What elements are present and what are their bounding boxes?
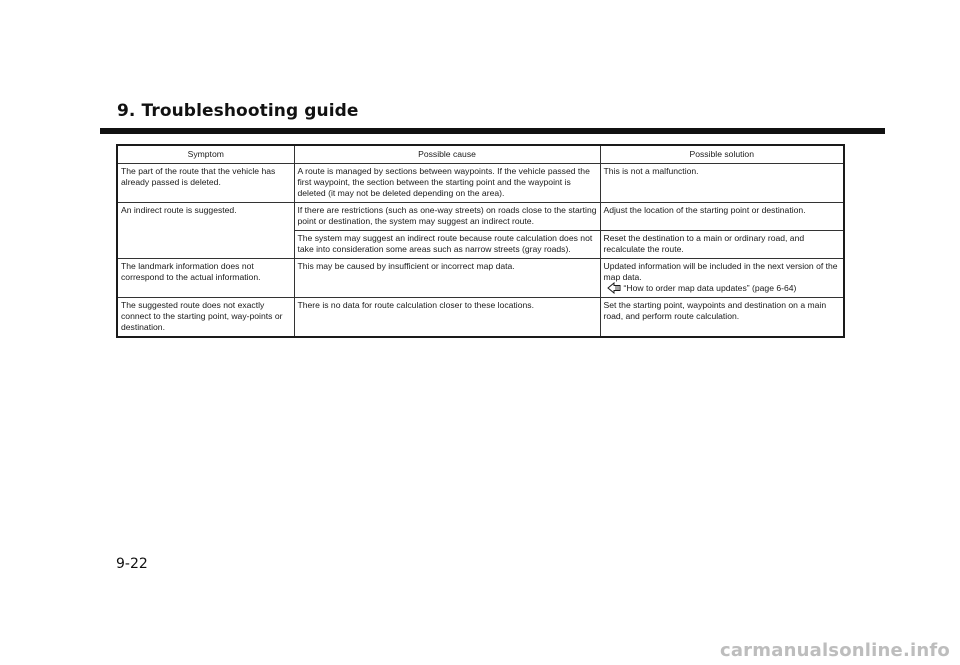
symptom-cell: An indirect route is suggested.: [117, 203, 294, 259]
solution-cell: This is not a malfunction.: [600, 164, 844, 203]
section-title: 9. Troubleshooting guide: [117, 101, 359, 121]
page-number: 9-22: [116, 556, 148, 572]
table-row: [117, 298, 844, 338]
page-reference: [604, 283, 841, 294]
cause-cell: This may be caused by insufficient or incorrect map data.: [294, 259, 600, 298]
table-row: [117, 164, 844, 203]
solution-cell: Reset the destination to a main or ordinary road, and recalculate the route.: [600, 231, 844, 259]
table-row: [117, 259, 844, 298]
title-rule: [100, 128, 885, 134]
cause-cell: A route is managed by sections between waypoints. If the vehicle passed the first waypoint, the section between the starting point and the waypoint is deleted (it may not be deleted depending on the area).: [294, 164, 600, 203]
column-header-cause: Possible cause: [294, 145, 600, 164]
symptom-cell: The suggested route does not exactly connect to the starting point, way-points or destination.: [117, 298, 294, 338]
cause-cell: If there are restrictions (such as one-way streets) on roads close to the starting point or destination, the system may suggest an indirect route.: [294, 203, 600, 231]
cause-cell: There is no data for route calculation closer to these locations.: [294, 298, 600, 338]
troubleshooting-table: [116, 144, 845, 338]
table-header-row: [117, 145, 844, 164]
symptom-cell: The landmark information does not correspond to the actual information.: [117, 259, 294, 298]
column-header-solution: Possible solution: [600, 145, 844, 164]
symptom-cell: The part of the route that the vehicle has already passed is deleted.: [117, 164, 294, 203]
cause-cell: The system may suggest an indirect route because route calculation does not take into consideration some areas such as narrow streets (gray roads).: [294, 231, 600, 259]
column-header-symptom: Symptom: [117, 145, 294, 164]
solution-text: Updated information will be included in the next version of the map data.: [603, 261, 838, 282]
reference-pointer-icon: [607, 282, 621, 294]
solution-cell: Set the starting point, waypoints and destination on a main road, and perform route calculation.: [600, 298, 844, 338]
watermark: carmanualsonline.info: [719, 640, 950, 661]
solution-cell: Adjust the location of the starting point or destination.: [600, 203, 844, 231]
solution-cell: [600, 259, 844, 298]
table-row: [117, 203, 844, 231]
page-reference-text: “How to order map data updates” (page 6-64): [623, 283, 797, 293]
